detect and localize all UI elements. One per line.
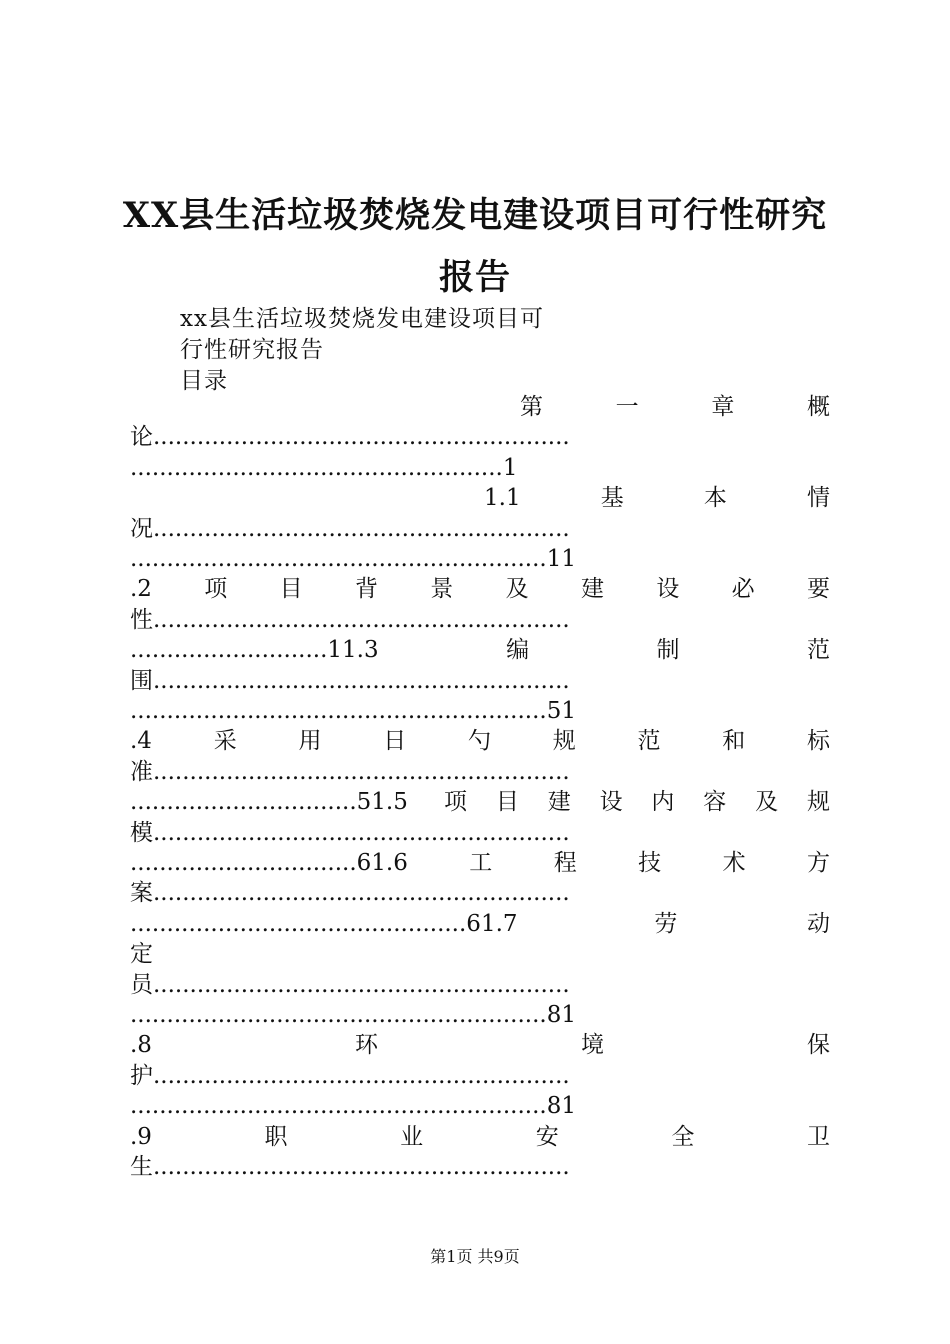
toc-line: ...........................11.3 编 制 范 bbox=[130, 637, 830, 663]
toc-line: 准......................................................... bbox=[130, 759, 570, 785]
toc-line: .........................................................81 bbox=[130, 1093, 576, 1119]
toc-line: 护......................................................... bbox=[130, 1063, 570, 1089]
toc-line: 生......................................................... bbox=[130, 1154, 570, 1180]
toc-line: .........................................................51 bbox=[130, 698, 576, 724]
toc-line: 员......................................................... bbox=[130, 972, 570, 998]
toc-line: .4 采 用 日 勺 规 范 和 标 bbox=[130, 728, 830, 754]
toc-line: ...............................51.5 项目建设内容及规 bbox=[130, 789, 830, 815]
toc-line: .2 项 目 背 景 及 建 设 必 要 bbox=[130, 576, 830, 602]
toc-line: 第 一 章 概 bbox=[520, 394, 830, 420]
toc-line: .9 职 业 安 全 卫 bbox=[130, 1124, 830, 1150]
toc-line: 定 bbox=[130, 941, 153, 967]
toc-line: 论......................................................... bbox=[130, 424, 570, 450]
toc-line: 案......................................................... bbox=[130, 880, 570, 906]
document-title-line-2: 报告 bbox=[438, 257, 511, 298]
toc-line: 模......................................................... bbox=[130, 820, 570, 846]
document-title-line-1: XX县生活垃圾焚烧发电建设项目可行性研究 bbox=[122, 195, 828, 236]
toc-line: 围......................................................... bbox=[130, 668, 570, 694]
toc-line: 性......................................................... bbox=[130, 607, 570, 633]
toc-line: .........................................................11 bbox=[130, 546, 576, 572]
page-footer: 第1页 共9页 bbox=[430, 1247, 520, 1266]
subtitle-line-1: xx县生活垃圾焚烧发电建设项目可 bbox=[180, 306, 544, 332]
toc-line: ...............................61.6 工 程 技 术 方 bbox=[130, 850, 830, 876]
toc-line: ..............................................61.7 劳动 bbox=[130, 911, 830, 937]
toc-heading: 目录 bbox=[180, 368, 228, 394]
toc-line: 1.1 基 本 情 bbox=[484, 485, 830, 511]
toc-line: .8 环 境 保 bbox=[130, 1032, 830, 1058]
toc-line: ...................................................1 bbox=[130, 455, 518, 481]
toc-line: 况......................................................... bbox=[130, 516, 570, 542]
toc-line: .........................................................81 bbox=[130, 1002, 576, 1028]
subtitle-line-2: 行性研究报告 bbox=[180, 337, 324, 363]
